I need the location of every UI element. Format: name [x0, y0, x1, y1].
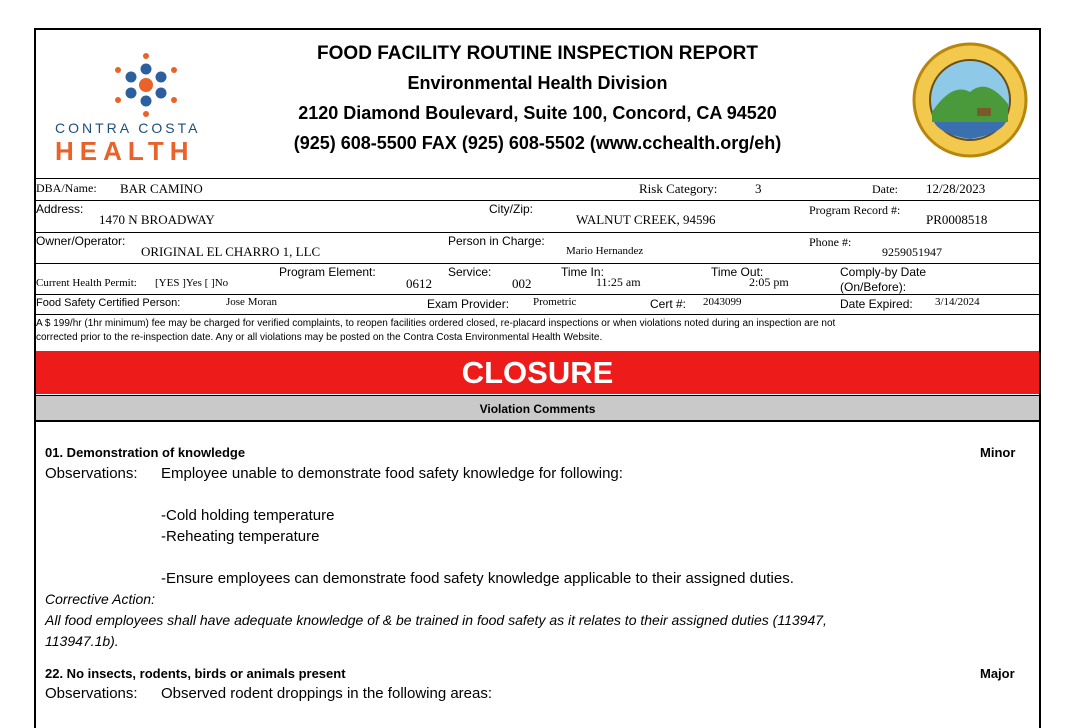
- cert-value: 2043099: [703, 296, 742, 308]
- logo-text-health: HEALTH: [55, 136, 195, 166]
- dba-value: BAR CAMINO: [120, 181, 203, 196]
- time-in-label: Time In:: [561, 265, 604, 279]
- violation-1-observations: Employee unable to demonstrate food safety knowledge for following:: [161, 465, 623, 482]
- phone-value: 9259051947: [882, 245, 942, 259]
- exam-provider-value: Prometric: [533, 296, 577, 308]
- permit-value: [YES ]Yes [ ]No: [155, 277, 229, 289]
- risk-category-value: 3: [755, 181, 762, 196]
- person-in-charge-value: Mario Hernandez: [566, 245, 644, 257]
- logo-text-contra-costa: CONTRA COSTA: [55, 120, 201, 136]
- closure-status-banner: CLOSURE: [36, 351, 1039, 394]
- date-expired-value: 3/14/2024: [935, 296, 980, 308]
- program-record-value: PR0008518: [926, 212, 988, 227]
- address-label: Address:: [36, 202, 84, 216]
- report-title: FOOD FACILITY ROUTINE INSPECTION REPORT: [317, 43, 758, 64]
- time-out-label: Time Out:: [711, 265, 764, 279]
- cert-label: Cert #:: [650, 297, 687, 311]
- date-label: Date:: [872, 182, 898, 196]
- violation-1-item-1: -Cold holding temperature: [161, 507, 335, 524]
- violation-1-item-3: -Ensure employees can demonstrate food safety knowledge applicable to their assigned duties.: [161, 570, 794, 587]
- cityzip-value: WALNUT CREEK, 94596: [576, 212, 716, 227]
- violation-2-observations-label: Observations:: [45, 685, 138, 702]
- fee-note-line-1: A $ 199/hr (1hr minimum) fee may be charged for verified complaints, to reopen facilities ordered closed, re-placard inspections or when violations noted during an inspection are not: [36, 318, 836, 329]
- exam-provider-label: Exam Provider:: [427, 297, 510, 311]
- service-label: Service:: [448, 265, 492, 279]
- owner-value: ORIGINAL EL CHARRO 1, LLC: [141, 244, 321, 259]
- time-out-value: 2:05 pm: [749, 275, 789, 289]
- program-element-value: 0612: [406, 276, 432, 291]
- risk-category-label: Risk Category:: [639, 181, 718, 196]
- program-record-label: Program Record #:: [809, 203, 901, 217]
- time-in-value: 11:25 am: [596, 275, 641, 289]
- violation-1-corrective-action-label: Corrective Action:: [45, 591, 155, 607]
- comply-by-label-1: Comply-by Date: [840, 265, 927, 279]
- comply-by-label-2: (On/Before):: [840, 280, 907, 294]
- cityzip-label: City/Zip:: [489, 202, 534, 216]
- county-seal: [912, 42, 1028, 158]
- violation-1-corrective-action-line-1: All food employees shall have adequate knowledge of & be trained in food safety as it relates to their assigned duties (113947,: [45, 612, 827, 628]
- service-value: 002: [512, 276, 532, 291]
- certified-person-value: Jose Moran: [226, 296, 278, 308]
- violation-1-item-2: -Reheating temperature: [161, 528, 320, 545]
- program-element-label: Program Element:: [279, 265, 376, 279]
- violation-1-corrective-action-line-2: 113947.1b).: [45, 633, 119, 649]
- violation-1-severity: Minor: [980, 445, 1016, 460]
- division-address: 2120 Diamond Boulevard, Suite 100, Concord, CA 94520: [298, 103, 777, 123]
- violation-comments-header: Violation Comments: [36, 395, 1039, 422]
- date-expired-label: Date Expired:: [840, 297, 913, 311]
- certified-person-label: Food Safety Certified Person:: [36, 297, 181, 309]
- violation-1-title: 01. Demonstration of knowledge: [45, 445, 246, 460]
- dba-label: DBA/Name:: [36, 181, 97, 195]
- division-name: Environmental Health Division: [407, 73, 668, 93]
- violation-2-title: 22. No insects, rodents, birds or animals present: [45, 666, 346, 681]
- date-value: 12/28/2023: [926, 181, 986, 196]
- county-seal-icon: [912, 42, 1028, 158]
- permit-label: Current Health Permit:: [36, 277, 137, 289]
- inspection-report: [34, 28, 1041, 728]
- division-phone: (925) 608-5500 FAX (925) 608-5502 (www.cchealth.org/eh): [293, 133, 782, 153]
- violation-1-observations-label: Observations:: [45, 465, 138, 482]
- phone-label: Phone #:: [809, 235, 852, 249]
- violation-2-observations: Observed rodent droppings in the following areas:: [161, 685, 493, 702]
- person-in-charge-label: Person in Charge:: [448, 234, 545, 248]
- violation-2-severity: Major: [980, 666, 1015, 681]
- owner-label: Owner/Operator:: [36, 234, 126, 248]
- address-value: 1470 N BROADWAY: [99, 212, 215, 227]
- fee-note-line-2: corrected prior to the re-inspection date. Any or all violations may be posted on the Contra Costa Environmental Health Website.: [36, 332, 603, 343]
